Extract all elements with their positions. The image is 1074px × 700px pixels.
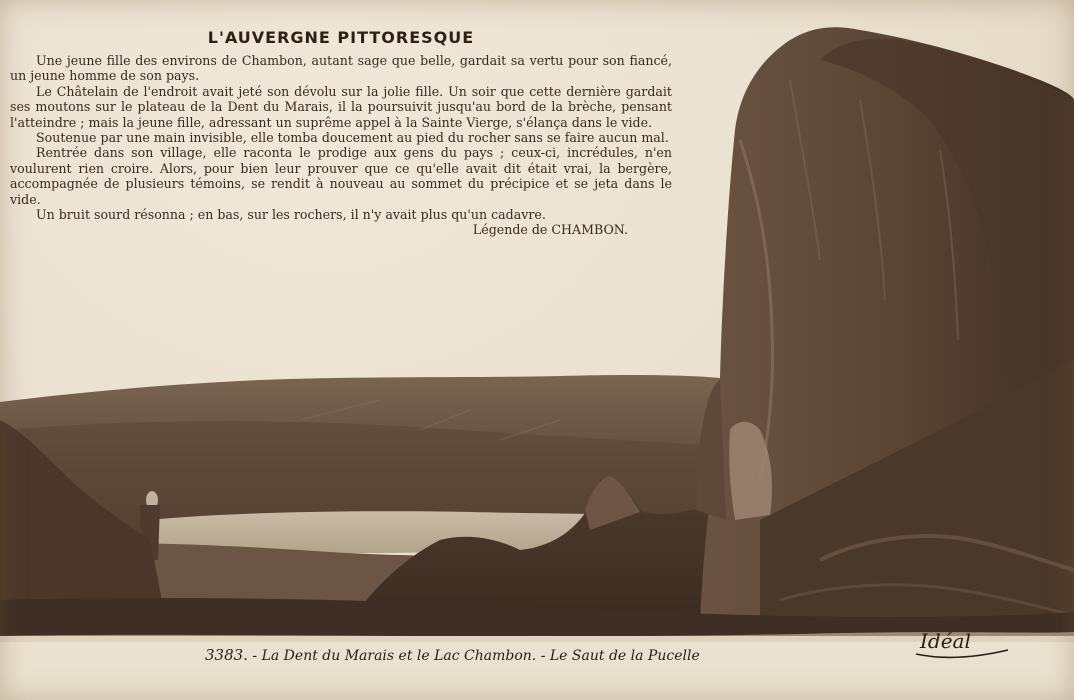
page-title: L'AUVERGNE PITTORESQUE bbox=[207, 28, 475, 47]
caption-text: - La Dent du Marais et le Lac Chambon. - Le Saut de la Pucelle bbox=[247, 648, 700, 664]
legend-paragraph: Une jeune fille des environs de Chambon, autant sage que belle, gardait sa vertu pour son fiancé, un jeune homme de son pays. bbox=[10, 53, 672, 84]
legend-paragraph: Un bruit sourd résonna ; en bas, sur les rochers, il n'y avait plus qu'un cadavre. bbox=[36, 207, 546, 223]
legend-paragraph: Rentrée dans son village, elle raconta le prodige aux gens du pays ; ceux-ci, incrédules, n'en voulurent rien croire. Alors, pour bien leur prouver que ce qu'elle avait dit était vrai, la bergère, accompagnée de plusieurs témoins, se rendit à nouveau au sommet du précipice et se jeta dans le vide. bbox=[10, 145, 672, 207]
legend-paragraph: Le Châtelain de l'endroit avait jeté son dévolu sur la jolie fille. Un soir que cette dernière gardait ses moutons sur le plateau de la Dent du Marais, il la poursuivit jusqu'au bord de la brèche, pensant l'atteindre ; mais la jeune fille, adressant un suprême appel à la Sainte Vierge, s'élança dans le vide. bbox=[10, 83, 672, 130]
legend-text-block bbox=[10, 28, 672, 238]
publisher-logo-text: Idéal bbox=[920, 629, 971, 653]
publisher-logo bbox=[914, 624, 1014, 664]
caption-number: 3383. bbox=[205, 646, 248, 664]
photo-caption bbox=[205, 646, 700, 664]
legend-paragraph: Soutenue par une main invisible, elle tomba doucement au pied du rocher sans se faire aucun mal. bbox=[36, 130, 669, 146]
legend-signature: Légende de CHAMBON. bbox=[472, 222, 628, 238]
